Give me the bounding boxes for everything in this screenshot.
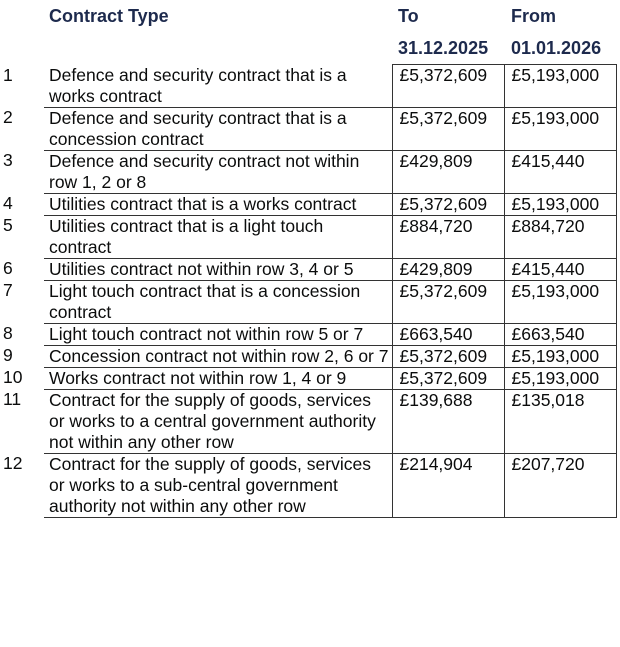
- header-to-date: 31.12.2025: [398, 38, 489, 58]
- from-value-cell: £5,193,000: [504, 345, 616, 367]
- from-value-cell: £5,193,000: [504, 280, 616, 323]
- to-value-cell: £5,372,609: [392, 280, 504, 323]
- row-number: 6: [3, 258, 13, 278]
- to-value-cell: £429,809: [392, 258, 504, 280]
- table-row: [0, 280, 616, 323]
- header-from-date: 01.01.2026: [511, 38, 602, 58]
- from-value-cell: £415,440: [504, 150, 616, 193]
- row-number: 2: [3, 107, 13, 127]
- to-value-cell: £5,372,609: [392, 367, 504, 389]
- from-value-cell: £135,018: [504, 389, 616, 453]
- from-value-cell: £5,193,000: [504, 367, 616, 389]
- contract-type-cell: Contract for the supply of goods, services or works to a central government authority not within any other row: [44, 389, 392, 453]
- from-value-cell: £5,193,000: [504, 107, 616, 150]
- row-number: 9: [3, 345, 13, 365]
- row-number: 10: [3, 367, 23, 387]
- header-from: From: [511, 6, 556, 26]
- contract-thresholds-table: [0, 64, 617, 518]
- table-row: [0, 389, 616, 453]
- to-value-cell: £5,372,609: [392, 107, 504, 150]
- to-value-cell: £5,372,609: [392, 193, 504, 215]
- row-number: 8: [3, 323, 13, 343]
- contract-type-cell: Light touch contract not within row 5 or 7: [44, 323, 392, 345]
- row-number: 4: [3, 193, 13, 213]
- to-value-cell: £884,720: [392, 215, 504, 258]
- contract-type-cell: Works contract not within row 1, 4 or 9: [44, 367, 392, 389]
- from-value-cell: £663,540: [504, 323, 616, 345]
- contract-type-cell: Utilities contract not within row 3, 4 or 5: [44, 258, 392, 280]
- from-value-cell: £207,720: [504, 453, 616, 517]
- header-contract-type: Contract Type: [49, 6, 169, 26]
- table-row: [0, 323, 616, 345]
- from-value-cell: £5,193,000: [504, 193, 616, 215]
- table-row: [0, 65, 616, 108]
- table-row: [0, 453, 616, 517]
- contract-type-cell: Defence and security contract that is a works contract: [44, 65, 392, 108]
- to-value-cell: £5,372,609: [392, 345, 504, 367]
- table-row: [0, 215, 616, 258]
- contract-type-cell: Concession contract not within row 2, 6 or 7: [44, 345, 392, 367]
- to-value-cell: £663,540: [392, 323, 504, 345]
- contract-type-cell: Contract for the supply of goods, services or works to a sub-central government authority not within any other row: [44, 453, 392, 517]
- header-to: To: [398, 6, 419, 26]
- contract-type-cell: Defence and security contract that is a concession contract: [44, 107, 392, 150]
- from-value-cell: £5,193,000: [504, 65, 616, 108]
- table-row: [0, 258, 616, 280]
- row-number: 3: [3, 150, 13, 170]
- to-value-cell: £429,809: [392, 150, 504, 193]
- to-value-cell: £5,372,609: [392, 65, 504, 108]
- table-header: [0, 0, 620, 64]
- contract-type-cell: Utilities contract that is a works contract: [44, 193, 392, 215]
- table-row: [0, 193, 616, 215]
- table-row: [0, 150, 616, 193]
- from-value-cell: £415,440: [504, 258, 616, 280]
- contract-type-cell: Defence and security contract not within row 1, 2 or 8: [44, 150, 392, 193]
- row-number: 5: [3, 215, 13, 235]
- to-value-cell: £139,688: [392, 389, 504, 453]
- row-number: 1: [3, 64, 13, 85]
- table-row: [0, 367, 616, 389]
- row-number: 7: [3, 280, 13, 300]
- contract-type-cell: Light touch contract that is a concession contract: [44, 280, 392, 323]
- row-number: 11: [3, 389, 22, 409]
- from-value-cell: £884,720: [504, 215, 616, 258]
- contract-type-cell: Utilities contract that is a light touch contract: [44, 215, 392, 258]
- table-row: [0, 345, 616, 367]
- table-row: [0, 107, 616, 150]
- row-number: 12: [3, 453, 23, 473]
- to-value-cell: £214,904: [392, 453, 504, 517]
